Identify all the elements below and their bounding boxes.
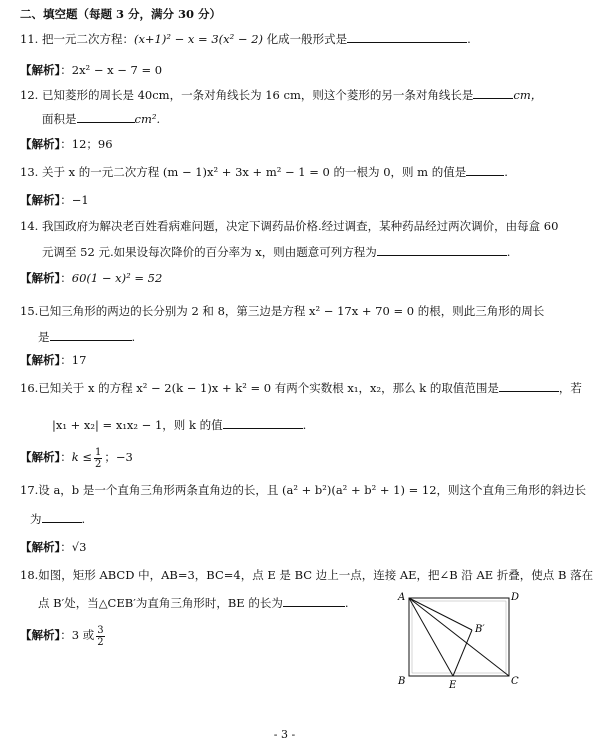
q14-text: 我国政府为解决老百姓看病难问题，决定下调药品价格.经过调查，某种药品经过两次调价，由每盒 60 [41, 219, 559, 233]
segment-bpe [453, 630, 472, 676]
q16-period: . [302, 418, 307, 432]
q17-answer-text: √3 [71, 540, 87, 554]
q17-answer: 【解析】：√3 [20, 540, 87, 554]
q17-period: . [81, 512, 86, 526]
answer-tag: 【解析】 [20, 137, 61, 151]
q11-answer-text: 2x² − x − 7 = 0 [71, 63, 163, 77]
q13-answer-text: −1 [71, 193, 89, 207]
q18-period: . [344, 596, 349, 610]
q15-blank [50, 328, 132, 341]
q12-text-2: 面积是 [42, 112, 77, 126]
q16-text: 已知关于 x 的方程 x² − 2(k − 1)x + k² = 0 有两个实数根 x₁，x₂，那么 k 的取值范围是 [38, 381, 499, 395]
question-13 [20, 163, 508, 180]
q16-answer-a: k ≤ [71, 450, 93, 464]
q12-unit-1: cm， [513, 88, 543, 102]
q16-blank-1 [499, 379, 559, 392]
section-title: 二、填空题（每题 3 分，满分 30 分） [20, 7, 222, 21]
question-11 [20, 30, 471, 47]
q13-number: 13. [20, 165, 39, 179]
answer-tag: 【解析】 [20, 450, 61, 464]
fraction-denominator: 2 [97, 636, 104, 648]
question-18-line-2 [38, 594, 348, 611]
question-14-line-2 [42, 243, 510, 260]
question-15-line-2 [38, 328, 135, 345]
q11-text-a: 把一元二次方程： [41, 32, 134, 46]
answer-tag: 【解析】 [20, 540, 61, 554]
q16-answer-fraction [94, 447, 102, 470]
page-number: - 3 - [273, 728, 296, 741]
q11-number: 11. [20, 32, 39, 46]
q12-text: 已知菱形的周长是 40cm，一条对角线长为 16 cm，则这个菱形的另一条对角线长是 [41, 88, 474, 102]
q12-unit-2: cm². [134, 112, 161, 126]
q14-answer-text: 60(1 − x)² = 52 [71, 271, 163, 285]
q18-answer: 【解析】：3 或 $\frac{3}{2}$ [20, 624, 104, 648]
q12-blank-1 [473, 86, 513, 99]
label-c: C [511, 676, 519, 687]
q11-period: . [467, 32, 471, 46]
q18-answer-a: 3 或 [71, 628, 95, 642]
q16-number: 16. [20, 381, 39, 395]
q13-text: 关于 x 的一元二次方程 (m − 1)x² + 3x + m² − 1 = 0 的一根为 0，则 m 的值是 [41, 165, 467, 179]
question-16 [20, 379, 582, 396]
q12-number: 12. [20, 88, 39, 102]
q15-text-2: 是 [38, 330, 50, 344]
q18-answer-fraction [96, 625, 104, 648]
answer-tag: 【解析】 [20, 353, 61, 367]
q15-period: . [131, 330, 136, 344]
q15-answer: 【解析】：17 [20, 353, 87, 367]
fraction-numerator: 1 [95, 446, 102, 458]
question-12-line-2 [42, 110, 160, 127]
q12-blank-2 [77, 110, 135, 123]
q18-text: 如图，矩形 ABCD 中，AB=3，BC=4，点 E 是 BC 边上一点，连接 AE，把∠B 沿 AE 折叠，使点 B 落在 [38, 568, 593, 582]
q14-text-2: 元调至 52 元.如果设每次降价的百分率为 x，则由题意可列方程为 [42, 245, 377, 259]
q11-answer: 【解析】：2x² − x − 7 = 0 [20, 63, 163, 77]
q13-period: . [504, 165, 508, 179]
q14-answer: 【解析】：60(1 − x)² = 52 [20, 271, 163, 285]
label-d: D [511, 592, 520, 603]
q16-answer: 【解析】：k ≤ $\frac{1}{2}$ ；−3 [20, 446, 133, 470]
q11-answer-blank [347, 30, 467, 43]
q16-answer-b: ；−3 [104, 450, 133, 464]
q11-equation: (x+1)² − x = 3(x² − 2) [133, 32, 264, 46]
q18-number: 18. [20, 568, 39, 582]
question-17 [20, 482, 586, 498]
label-a: A [398, 592, 406, 603]
q14-period: . [506, 245, 511, 259]
q15-number: 15. [20, 304, 39, 318]
segment-ac [409, 598, 509, 676]
q15-answer-text: 17 [71, 353, 87, 367]
fraction-denominator: 2 [95, 458, 102, 470]
q17-text: 设 a，b 是一个直角三角形两条直角边的长，且 (a² + b²)(a² + b² + 1) = 12，则这个直角三角形的斜边长 [38, 483, 587, 497]
q16-comma: ，若 [558, 381, 582, 395]
q15-text: 已知三角形的两边的长分别为 2 和 8，第三边是方程 x² − 17x + 70 = 0 的根，则此三角形的周长 [38, 304, 545, 318]
question-17-line-2 [30, 510, 85, 527]
question-12 [20, 86, 542, 103]
answer-tag: 【解析】 [20, 193, 61, 207]
q13-blank [466, 163, 504, 176]
rectangle-fold-figure [395, 590, 555, 690]
q16-blank-2 [223, 416, 303, 429]
q14-blank [377, 243, 507, 256]
answer-tag: 【解析】 [20, 271, 61, 285]
q18-text-2: 点 B′处，当△CEB′为直角三角形时，BE 的长为 [38, 596, 283, 610]
q17-text-2: 为 [30, 512, 42, 526]
label-b-prime: B′ [475, 624, 485, 635]
answer-tag: 【解析】 [20, 628, 61, 642]
label-b: B [398, 676, 406, 687]
q17-blank [42, 510, 82, 523]
q12-answer-text: 12；96 [71, 137, 113, 151]
q13-answer: 【解析】：−1 [20, 193, 89, 207]
q14-number: 14. [20, 219, 39, 233]
question-14 [20, 218, 558, 234]
q17-number: 17. [20, 483, 39, 497]
q12-answer: 【解析】：12；96 [20, 137, 113, 151]
question-18 [20, 567, 593, 583]
q16-text-2: |x₁ + x₂| = x₁x₂ − 1，则 k 的值 [52, 418, 223, 432]
label-e: E [449, 680, 457, 691]
fraction-numerator: 3 [97, 624, 104, 636]
question-16-line-2 [52, 416, 306, 433]
answer-tag: 【解析】 [20, 63, 61, 77]
q18-blank [283, 594, 345, 607]
question-15 [20, 303, 544, 319]
q11-text-b: 化成一般形式是 [266, 32, 348, 46]
